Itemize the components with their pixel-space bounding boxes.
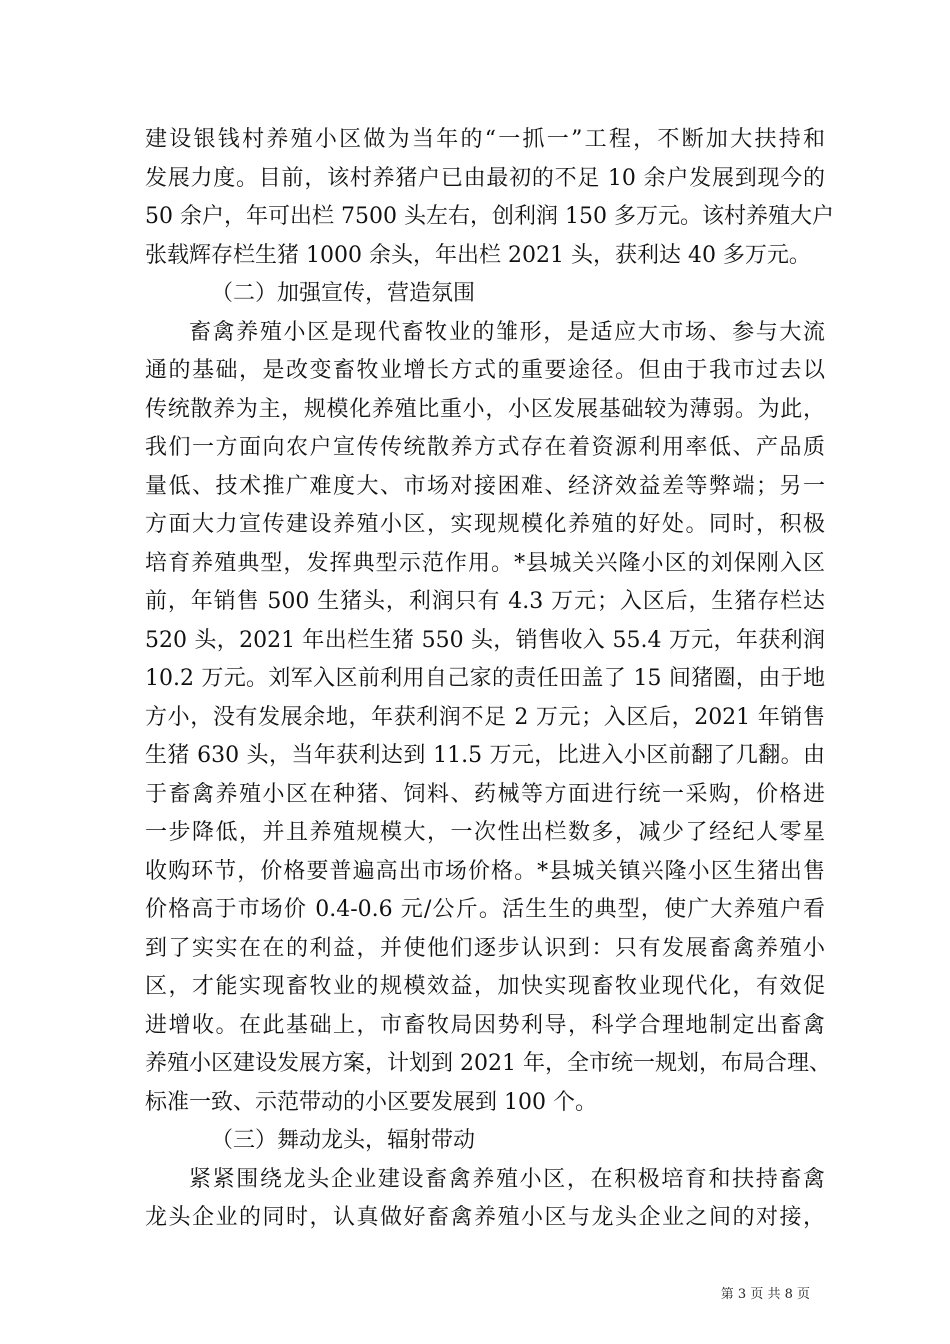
text-line: 方小，没有发展余地，年获利润不足 2 万元；入区后，2021 年销售: [145, 704, 825, 730]
text-line: 生猪 630 头，当年获利达到 11.5 万元，比进入小区前翻了几翻。由: [145, 743, 825, 768]
text-line: 发展力度。目前，该村养猪户已由最初的不足 10 余户发展到现今的: [145, 165, 825, 191]
paragraph-first-line: 畜禽养殖小区是现代畜牧业的雏形，是适应大市场、参与大流: [189, 319, 825, 345]
text-line: 收购环节，价格要普遍高出市场价格。*县城关镇兴隆小区生猪出售: [145, 858, 825, 884]
text-line: 一步降低，并且养殖规模大，一次性出栏数多，减少了经纪人零星: [145, 820, 825, 845]
text-line: 培育养殖典型，发挥典型示范作用。*县城关兴隆小区的刘保刚入区: [145, 550, 825, 576]
text-line: 建设银钱村养殖小区做为当年的“一抓一”工程，不断加大扶持和: [145, 127, 825, 152]
paragraph-first-line: 紧紧围绕龙头企业建设畜禽养殖小区，在积极培育和扶持畜禽: [189, 1166, 825, 1192]
text-line: 标准一致、示范带动的小区要发展到 100 个。: [145, 1089, 597, 1115]
text-line: 10.2 万元。刘军入区前利用自己家的责任田盖了 15 间猪圈，由于地: [145, 666, 825, 691]
text-line: 龙头企业的同时，认真做好畜禽养殖小区与龙头企业之间的对接，: [145, 1205, 825, 1230]
text-line: 到了实实在在的利益，并使他们逐步认识到：只有发展畜禽养殖小: [145, 935, 825, 961]
text-line: 养殖小区建设发展方案，计划到 2021 年，全市统一规划，布局合理、: [145, 1051, 831, 1076]
text-line: 区，才能实现畜牧业的规模效益，加快实现畜牧业现代化，有效促: [145, 974, 825, 999]
text-line: 量低、技术推广难度大、市场对接困难、经济效益差等弊端；另一: [145, 473, 825, 499]
text-line: 于畜禽养殖小区在种猪、饲料、药械等方面进行统一采购，价格进: [145, 781, 825, 807]
text-line: 传统散养为主，规模化养殖比重小，小区发展基础较为薄弱。为此，: [145, 396, 825, 422]
text-line: 通的基础，是改变畜牧业增长方式的重要途径。但由于我市过去以: [145, 358, 825, 383]
text-line: 价格高于市场价 0.4-0.6 元/公斤。活生生的典型，使广大养殖户看: [145, 897, 825, 922]
text-line: 张载辉存栏生猪 1000 余头，年出栏 2021 头，获利达 40 多万元。: [145, 242, 811, 268]
text-line: 进增收。在此基础上，市畜牧局因势利导，科学合理地制定出畜禽: [145, 1012, 825, 1038]
section-heading-two: （二）加强宣传，营造氛围: [211, 281, 476, 306]
body-text: [145, 121, 834, 1238]
text-line: 50 余户，年可出栏 7500 头左右，创利润 150 多万元。该村养殖大户: [145, 204, 834, 229]
text-line: 方面大力宣传建设养殖小区，实现规模化养殖的好处。同时，积极: [145, 512, 825, 537]
text-line: 我们一方面向农户宣传传统散养方式存在着资源利用率低、产品质: [145, 435, 825, 460]
text-line: 520 头，2021 年出栏生猪 550 头，销售收入 55.4 万元，年获利润: [145, 627, 825, 653]
text-line: 前，年销售 500 生猪头，利润只有 4.3 万元；入区后，生猪存栏达: [145, 589, 825, 614]
page-number: 第 3 页 共 8 页: [720, 1287, 810, 1302]
section-heading-three: （三）舞动龙头，辐射带动: [211, 1128, 476, 1153]
